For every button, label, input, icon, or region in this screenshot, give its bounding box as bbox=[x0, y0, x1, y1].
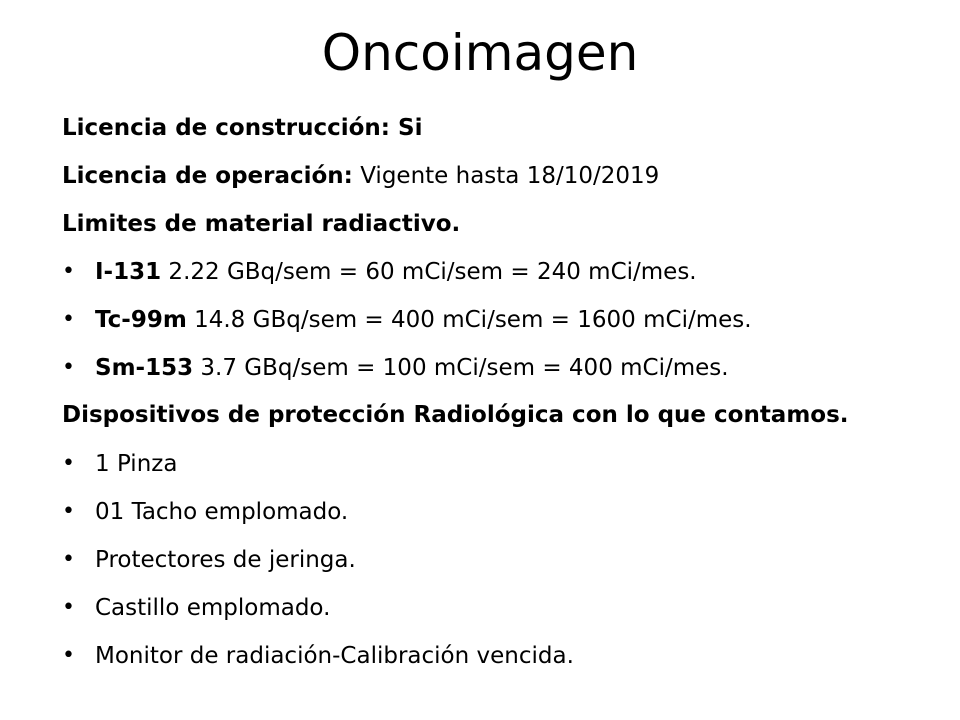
isotope-item bbox=[62, 248, 936, 296]
dispositivo-item bbox=[62, 584, 936, 632]
dispositivo-item bbox=[62, 632, 936, 680]
isotope-name: Sm-153 bbox=[95, 355, 194, 381]
licencia-operacion bbox=[62, 152, 936, 200]
isotope-item bbox=[62, 344, 936, 392]
bullet-icon: • bbox=[62, 499, 75, 524]
page-title: Oncoimagen bbox=[321, 24, 639, 82]
isotope-name: I-131 bbox=[95, 259, 162, 285]
bullet-icon: • bbox=[62, 643, 75, 668]
licencia-operacion-value: Vigente hasta 18/10/2019 bbox=[352, 163, 660, 189]
licencia-construccion: Licencia de construcción: Si bbox=[62, 115, 423, 141]
dispositivo-label: 01 Tacho emplomado. bbox=[95, 499, 349, 525]
dispositivo-label: Monitor de radiación-Calibración vencida. bbox=[95, 643, 574, 669]
dispositivo-label: Castillo emplomado. bbox=[95, 595, 331, 621]
isotope-value: 3.7 GBq/sem = 100 mCi/sem = 400 mCi/mes. bbox=[193, 355, 729, 381]
isotope-item bbox=[62, 296, 936, 344]
licencia-operacion-label: Licencia de operación: bbox=[62, 163, 353, 189]
dispositivo-item bbox=[62, 536, 936, 584]
isotope-value: 14.8 GBq/sem = 400 mCi/sem = 1600 mCi/mes. bbox=[186, 307, 752, 333]
dispositivo-label: 1 Pinza bbox=[95, 451, 178, 477]
bullet-icon: • bbox=[62, 547, 75, 572]
bullet-icon: • bbox=[62, 595, 75, 620]
slide-content bbox=[62, 104, 936, 680]
limites-heading: Limites de material radiactivo. bbox=[62, 211, 461, 237]
dispositivo-label: Protectores de jeringa. bbox=[95, 547, 356, 573]
bullet-icon: • bbox=[62, 355, 75, 380]
bullet-icon: • bbox=[62, 451, 75, 476]
bullet-icon: • bbox=[62, 307, 75, 332]
isotope-value: 2.22 GBq/sem = 60 mCi/sem = 240 mCi/mes. bbox=[161, 259, 697, 285]
bullet-icon: • bbox=[62, 259, 75, 284]
isotope-name: Tc-99m bbox=[95, 307, 187, 333]
dispositivo-item bbox=[62, 488, 936, 536]
dispositivos-heading: Dispositivos de protección Radiológica con lo que contamos. bbox=[62, 402, 849, 428]
dispositivo-item bbox=[62, 440, 936, 488]
